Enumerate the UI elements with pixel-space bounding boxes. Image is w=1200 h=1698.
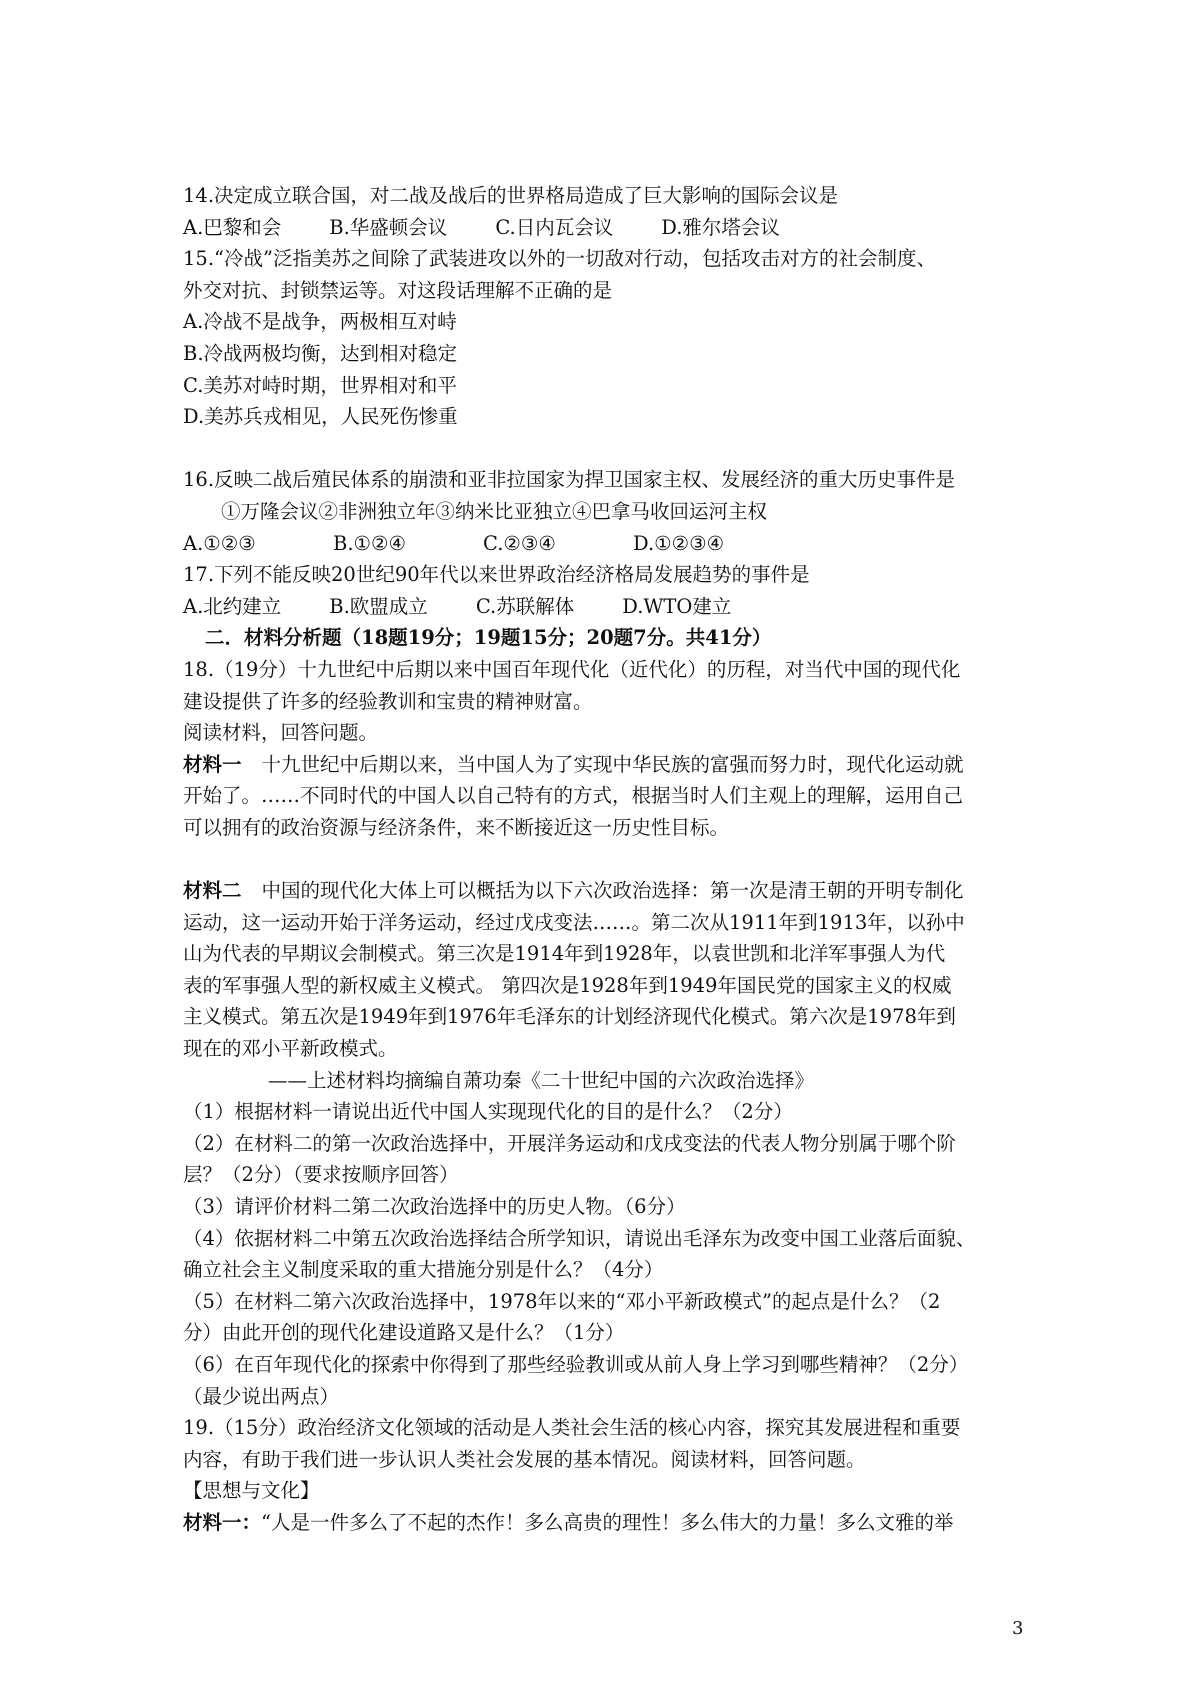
material-1-line2: 开始了。……不同时代的中国人以自己特有的方式，根据当时人们主观上的理解，运用自己 (183, 784, 964, 808)
option-c: C.苏联解体 (475, 594, 575, 618)
material-1-line1: 材料一 十九世纪中后期以来，当中国人为了实现中华民族的富强而努力时，现代化运动就 (183, 752, 964, 776)
option-d: D.美苏兵戎相见，人民死伤惨重 (183, 405, 458, 429)
option-a: A.巴黎和会 (183, 215, 282, 239)
question-19-intro-line2: 内容，有助于我们进一步认识人类社会发展的基本情况。阅读材料，回答问题。 (183, 1447, 866, 1471)
question-16-items: ①万隆会议②非洲独立年③纳米比亚独立④巴拿马收回运河主权 (221, 499, 768, 523)
sub-question-1: （1）根据材料一请说出近代中国人实现现代化的目的是什么？（2分） (183, 1100, 793, 1124)
option-d: D.①②③④ (633, 531, 725, 555)
sub-question-5-line2: 分）由此开创的现代化建设道路又是什么？（1分） (183, 1321, 625, 1345)
material-2-label: 材料二 (183, 879, 242, 903)
question-18-intro-line1: 18.（19分）十九世纪中后期以来中国百年现代化（近代化）的历程，对当代中国的现代化 (183, 657, 961, 681)
question-14-stem: 14.决定成立联合国，对二战及战后的世界格局造成了巨大影响的国际会议是 (183, 184, 839, 207)
sub-question-4-line2: 确立社会主义制度采取的重大措施分别是什么？（4分） (183, 1258, 664, 1282)
sub-question-6-line1: （6）在百年现代化的探索中你得到了那些经验教训或从前人身上学习到哪些精神？（2分） (183, 1352, 969, 1376)
question-18-intro-line2: 建设提供了许多的经验教训和宝贵的精神财富。 (183, 689, 593, 713)
sub-question-3: （3）请评价材料二第二次政治选择中的历史人物。（6分） (183, 1195, 686, 1218)
material-2-line5: 主义模式。第五次是1949年到1976年毛泽东的计划经济现代化模式。第六次是1978年到 (183, 1005, 956, 1029)
option-b: B.冷战两极均衡，达到相对稳定 (183, 341, 458, 365)
question-19-material-1: 材料一：“人是一件多么了不起的杰作！多么高贵的理性！多么伟大的力量！多么文雅的举 (183, 1510, 954, 1534)
material-1-line3: 可以拥有的政治资源与经济条件，来不断接近这一历史性目标。 (183, 815, 730, 839)
option-d: D.WTO建立 (622, 594, 732, 618)
section-2-heading: 二．材料分析题（18题19分；19题15分；20题7分。共41分） (205, 626, 772, 650)
question-15-stem-line2: 外交对抗、封锁禁运等。对这段话理解不正确的是 (183, 278, 613, 302)
material-2-line4: 表的军事强人型的新权威主义模式。 第四次是1928年到1949年国民党的国家主义的权威 (183, 973, 952, 997)
option-d: D.雅尔塔会议 (661, 215, 780, 239)
material-2-line2: 运动，这一运动开始于洋务运动，经过戊戌变法……。第二次从1911年到1913年，以孙中 (183, 910, 965, 934)
sub-question-5-line1: （5）在材料二第六次政治选择中，1978年以来的“邓小平新政模式”的起点是什么？（2 (183, 1289, 941, 1313)
material-1-label: 材料一 (183, 752, 242, 776)
question-14-options (183, 212, 1033, 244)
sub-question-4-line1: （4）依据材料二中第五次政治选择结合所学知识，请说出毛泽东为改变中国工业落后面貌、 (183, 1226, 976, 1250)
option-a: A.冷战不是战争，两极相互对峙 (183, 310, 457, 334)
page-content (183, 180, 1033, 1539)
option-a: A.①②③ (183, 531, 256, 555)
material-2-line6: 现在的邓小平新政模式。 (183, 1037, 398, 1061)
option-c: C.美苏对峙时期，世界相对和平 (183, 373, 457, 397)
material-source: ——上述材料均摘编自萧功秦《二十世纪中国的六次政治选择》 (268, 1068, 815, 1092)
option-c: C.②③④ (483, 531, 556, 555)
question-17-options (183, 591, 1033, 623)
sub-question-2-line2: 层？（2分）（要求按顺序回答） (183, 1163, 459, 1187)
option-c: C.日内瓦会议 (495, 215, 614, 239)
option-b: B.欧盟成立 (329, 594, 428, 618)
material-2-line1: 材料二 中国的现代化大体上可以概括为以下六次政治选择：第一次是清王朝的开明专制化 (183, 879, 964, 903)
material-2-line3: 山为代表的早期议会制模式。第三次是1914年到1928年，以袁世凯和北洋军事强人为代 (183, 942, 946, 966)
option-b: B.①②④ (333, 531, 406, 555)
question-19-heading: 【思想与文化】 (183, 1479, 320, 1503)
option-b: B.华盛顿会议 (329, 215, 448, 239)
option-a: A.北约建立 (183, 594, 282, 618)
question-18-instruction: 阅读材料，回答问题。 (183, 721, 379, 745)
question-16-stem: 16.反映二战后殖民体系的崩溃和亚非拉国家为捍卫国家主权、发展经济的重大历史事件是 (183, 468, 956, 492)
question-19-intro-line1: 19.（15分）政治经济文化领域的活动是人类社会生活的核心内容，探究其发展进程和重要 (183, 1416, 961, 1440)
page-number: 3 (1012, 1618, 1024, 1639)
question-17-stem: 17.下列不能反映20世纪90年代以来世界政治经济格局发展趋势的事件是 (183, 563, 810, 587)
sub-question-6-line2: （最少说出两点） (183, 1384, 340, 1408)
sub-question-2-line1: （2）在材料二的第一次政治选择中，开展洋务运动和戊戌变法的代表人物分别属于哪个阶 (183, 1131, 956, 1155)
question-16-options (183, 528, 1033, 560)
material-1-label: 材料一： (183, 1510, 262, 1534)
question-15-stem-line1: 15.“冷战”泛指美苏之间除了武装进攻以外的一切敌对行动，包括攻击对方的社会制度、 (183, 247, 936, 271)
